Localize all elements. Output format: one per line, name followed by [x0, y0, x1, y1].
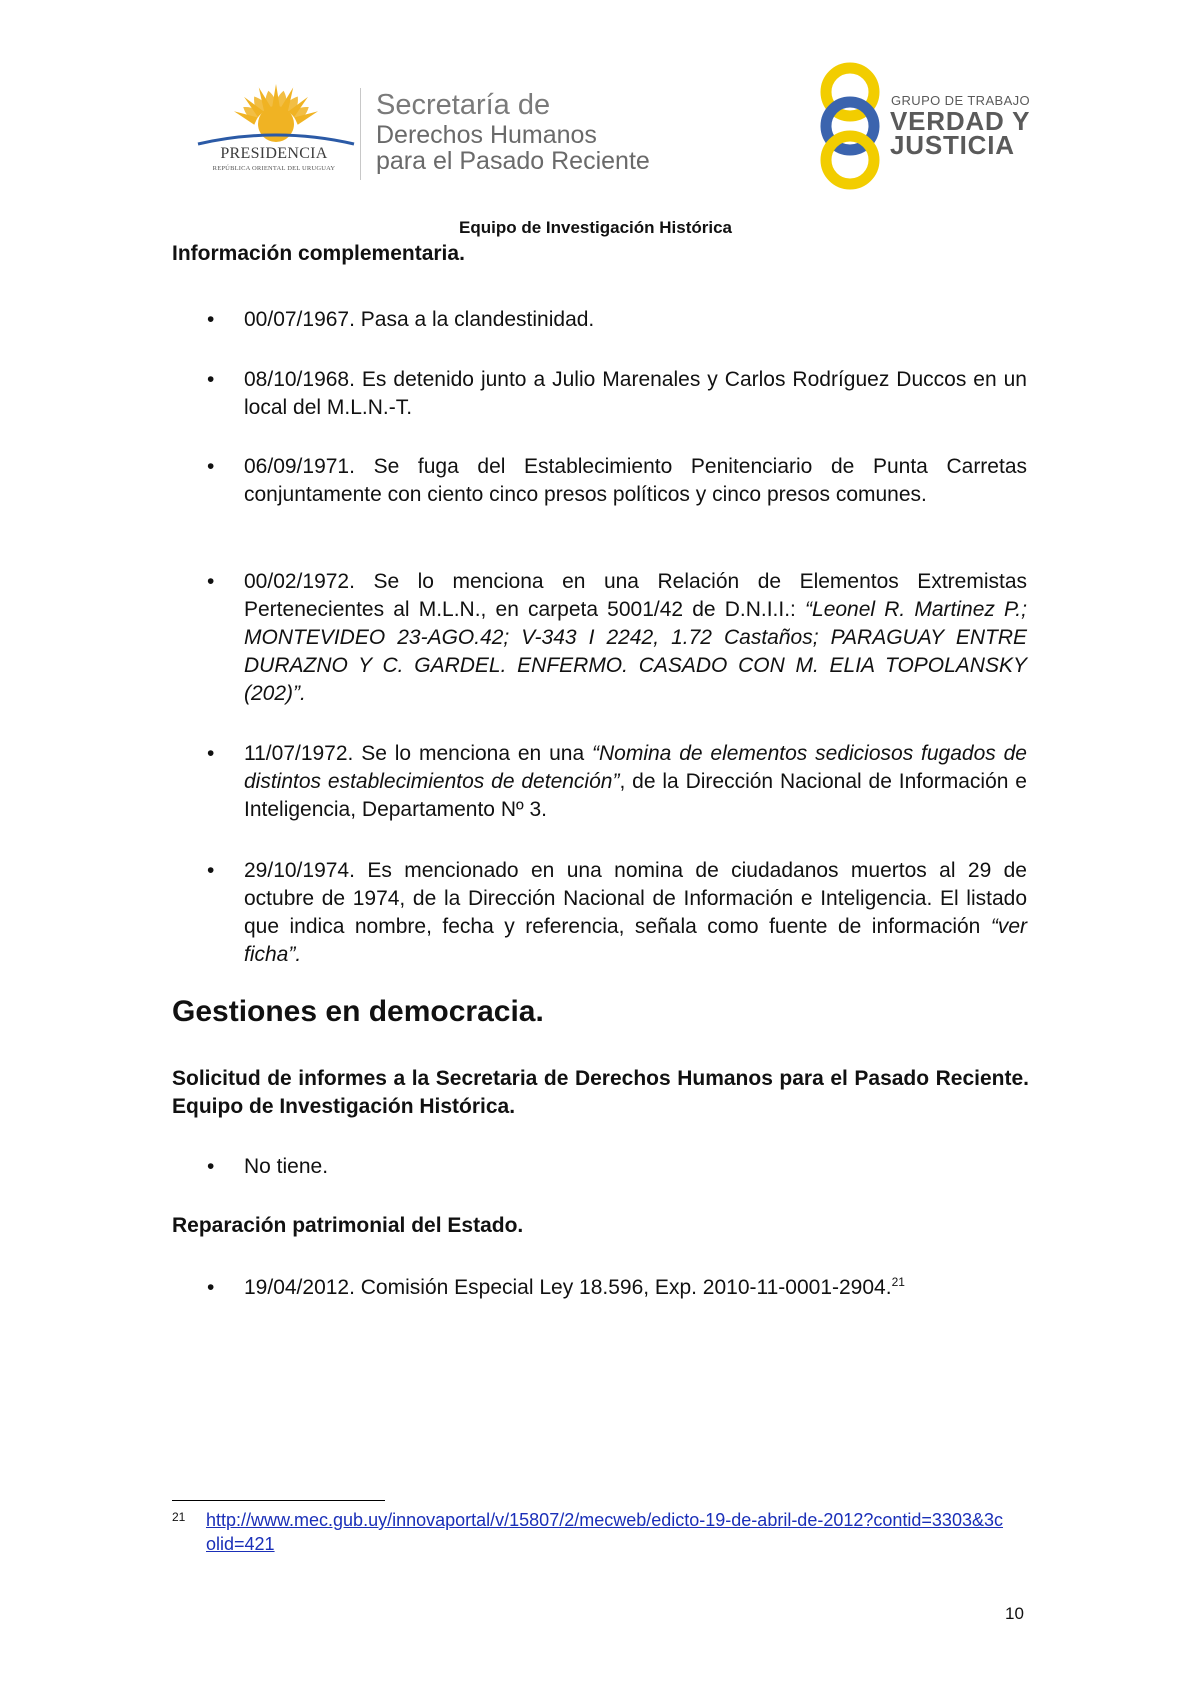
bullet: •	[207, 742, 215, 765]
list-item	[244, 857, 1027, 969]
solicitud-heading: Solicitud de informes a la Secretaria de Derechos Humanos para el Pasado Reciente. Equipo de Investigación Histórica.	[172, 1067, 1029, 1118]
grupo-title-line1: VERDAD Y	[890, 106, 1031, 136]
logo-divider	[360, 88, 361, 180]
presidencia-name: PRESIDENCIA	[220, 145, 328, 162]
item-quote: “Leonel R. Martinez P.; MONTEVIDEO 23-AGO.42; V-343 I 2242, 1.72 Castaños; PARAGUAY ENTRE DURAZNO Y C. GARDEL. ENFERMO. CASADO CON M. ELIA TOPOLANSKY (202)”.	[244, 598, 1027, 705]
grupo-small-label: GRUPO DE TRABAJO	[891, 93, 1031, 108]
footnote-rule	[172, 1500, 385, 1501]
bullet: •	[207, 1155, 215, 1178]
bullet: •	[207, 455, 215, 478]
list-item	[244, 740, 1027, 824]
list-item	[244, 568, 1027, 708]
page-number: 10	[1005, 1604, 1024, 1623]
list-item: No tiene.	[244, 1155, 329, 1178]
presidencia-subtitle: REPÚBLICA ORIENTAL DEL URUGUAY	[212, 165, 336, 172]
item-text: 29/10/1974. Es mencionado en una nomina de ciudadanos muertos al 29 de octubre de 1974, de la Dirección Nacional de Información e Inteligencia. El listado que indica nombre, fecha y referencia, señala como fuente de información	[244, 859, 1027, 938]
linked-rings-icon	[812, 62, 892, 190]
footnote-number: 21	[172, 1510, 186, 1524]
grupo-title-line2: JUSTICIA	[890, 130, 1015, 160]
item-quote: “ver ficha”.	[244, 915, 1027, 966]
list-item: 08/10/1968. Es detenido junto a Julio Marenales y Carlos Rodríguez Duccos en un local del M.L.N.-T.	[244, 368, 1027, 419]
section-heading: Gestiones en democracia.	[172, 995, 544, 1028]
item-text: 11/07/1972. Se lo menciona en una	[244, 742, 592, 765]
bullet: •	[207, 859, 215, 882]
item-text: , de la Dirección Nacional de Información e Inteligencia, Departamento Nº 3.	[244, 770, 1027, 821]
bullet: •	[207, 368, 215, 391]
footnote-link[interactable]: http://www.mec.gub.uy/innovaportal/v/15807/2/mecweb/edicto-19-de-abril-de-2012?contid=3303&3colid=421	[206, 1510, 1003, 1554]
item-quote: “Nomina de elementos sediciosos fugados de distintos establecimientos de detención”	[244, 742, 1027, 793]
secretaria-title-line3: para el Pasado Reciente	[376, 147, 650, 175]
reparacion-heading: Reparación patrimonial del Estado.	[172, 1214, 524, 1237]
list-item: 00/07/1967. Pasa a la clandestinidad.	[244, 308, 595, 331]
item-text: 00/02/1972. Se lo menciona en una Relación de Elementos Extremistas Pertenecientes al M.L.N., en carpeta 5001/42 de D.N.I.I.:	[244, 570, 1027, 621]
bullet: •	[207, 1276, 215, 1299]
footnote-ref[interactable]: 21	[891, 1275, 905, 1289]
list-item	[244, 1274, 1027, 1302]
item-text: 19/04/2012. Comisión Especial Ley 18.596, Exp. 2010-11-0001-2904.	[244, 1276, 892, 1299]
secretaria-title-line1: Secretaría de	[376, 89, 551, 121]
info-heading: Información complementaria.	[172, 242, 465, 265]
secretaria-title-line2: Derechos Humanos	[376, 121, 597, 149]
bullet: •	[207, 308, 215, 331]
team-header: Equipo de Investigación Histórica	[459, 218, 732, 237]
list-item: 06/09/1971. Se fuga del Establecimiento Penitenciario de Punta Carretas conjuntamente con ciento cinco presos políticos y cinco presos comunes.	[244, 455, 1027, 506]
bullet: •	[207, 570, 215, 593]
